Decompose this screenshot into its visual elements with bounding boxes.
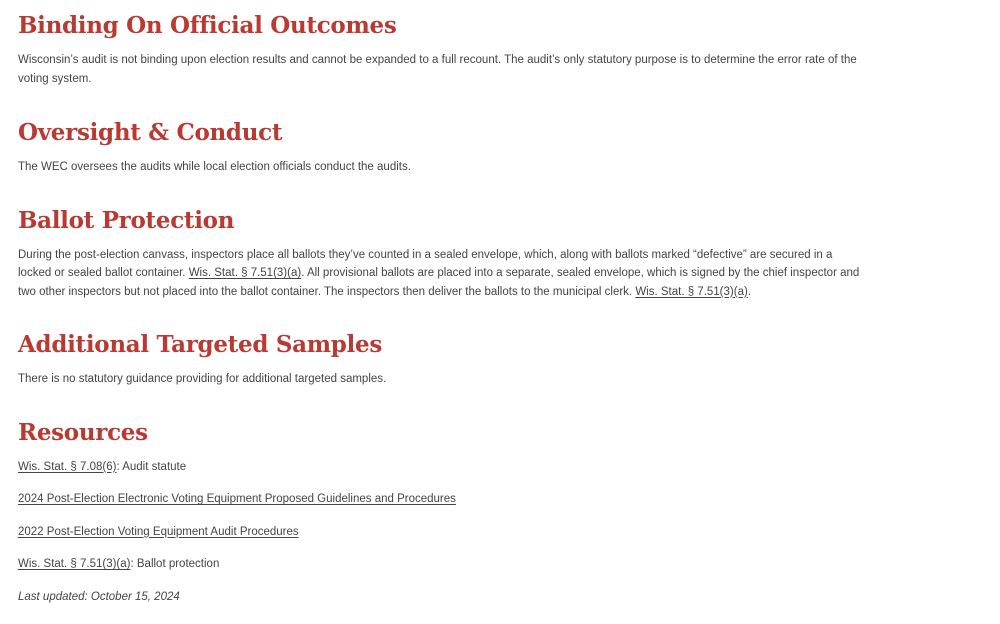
section-body bbox=[18, 246, 868, 302]
resource-item bbox=[18, 490, 868, 508]
resources-heading: Resources bbox=[18, 418, 148, 446]
section-body: The WEC oversees the audits while local election officials conduct the audits. bbox=[18, 161, 411, 173]
body-text: During the post-election canvass, inspectors place all ballots they’ve counted in a sealed envelope, which, along with ballots marked “defective” are secured in a locked or sealed ballot container. bbox=[18, 248, 833, 279]
resource-link[interactable]: Wis. Stat. § 7.08(6) bbox=[18, 460, 117, 473]
section-heading: Ballot Protection bbox=[18, 206, 235, 234]
section-body: There is no statutory guidance providing for additional targeted samples. bbox=[18, 373, 387, 385]
main-content bbox=[18, 12, 868, 588]
resource-link[interactable]: 2024 Post-Election Electronic Voting Equipment Proposed Guidelines and Procedures bbox=[18, 493, 456, 505]
section-ballot-protection bbox=[18, 207, 868, 302]
section-heading: Additional Targeted Samples bbox=[18, 331, 382, 358]
statute-link[interactable]: Wis. Stat. § 7.51(3)(a) bbox=[635, 285, 748, 298]
statute-link[interactable]: Wis. Stat. § 7.51(3)(a) bbox=[188, 267, 302, 279]
resource-link[interactable]: 2022 Post-Election Voting Equipment Audit Procedures bbox=[18, 525, 299, 538]
section-oversight bbox=[18, 119, 868, 177]
resource-item bbox=[18, 523, 868, 541]
resource-item bbox=[18, 555, 868, 573]
resource-description: : Audit statute bbox=[116, 460, 187, 473]
body-text: . bbox=[747, 285, 751, 298]
section-targeted-samples bbox=[18, 331, 868, 389]
resource-description: : Ballot protection bbox=[130, 558, 220, 570]
resources-section bbox=[18, 419, 868, 574]
section-heading: Oversight & Conduct bbox=[18, 119, 283, 146]
body-text: . All provisional ballots are placed into a separate, sealed envelope, which is signed by the chief inspector and two other inspectors but not placed into the ballot container. The inspectors then deliver the ballots to the municipal clerk. bbox=[18, 267, 860, 298]
last-updated: Last updated: October 15, 2024 bbox=[18, 591, 180, 603]
resource-link[interactable]: Wis. Stat. § 7.51(3)(a) bbox=[18, 558, 131, 570]
section-body: Wisconsin’s audit is not binding upon election results and cannot be expanded to a full recount. The audit’s only statutory purpose is to determine the error rate of the voting system. bbox=[18, 54, 857, 85]
section-heading: Binding On Official Outcomes bbox=[18, 12, 397, 39]
resource-item bbox=[18, 458, 868, 476]
section-binding bbox=[18, 12, 868, 88]
